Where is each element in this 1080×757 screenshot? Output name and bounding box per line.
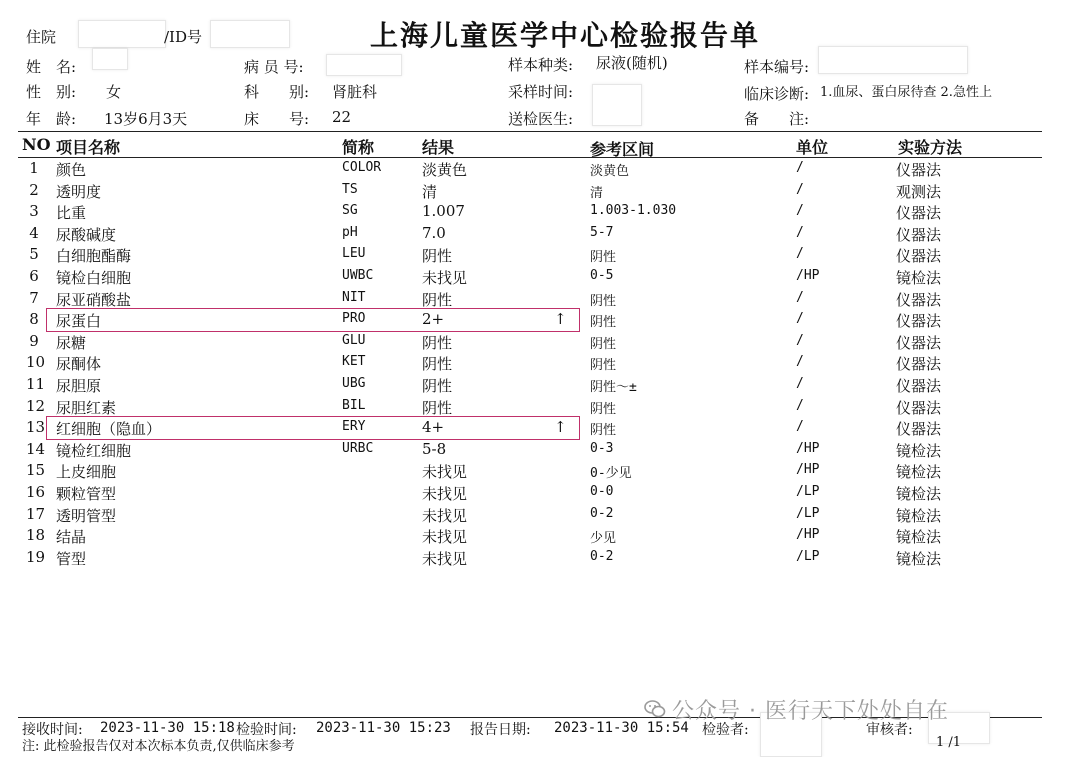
cell-item: 尿蛋白 — [56, 312, 102, 331]
cell-item: 尿糖 — [56, 333, 87, 352]
cell-method: 镜检法 — [896, 441, 942, 460]
cell-item: 透明度 — [56, 182, 102, 201]
cell-no: 8 — [29, 310, 39, 329]
cell-unit: /HP — [796, 440, 820, 456]
cell-unit: / — [796, 376, 804, 391]
cell-method: 仪器法 — [896, 247, 942, 266]
cell-unit: / — [796, 160, 804, 175]
cell-item: 尿胆红素 — [56, 398, 117, 417]
cell-no: 12 — [26, 396, 46, 415]
cell-unit: /HP — [796, 268, 820, 283]
gender-label: 性 别: — [26, 83, 77, 101]
cell-no: 15 — [26, 461, 46, 480]
cell-item: 白细胞酯酶 — [56, 247, 132, 266]
reviewer-label: 审核者: — [866, 722, 913, 738]
cell-unit: /LP — [796, 484, 820, 499]
cell-ref: 少见 — [590, 531, 617, 547]
cell-result: 1.007 — [422, 202, 465, 221]
table-top-rule — [18, 131, 1042, 132]
cell-method: 镜检法 — [896, 528, 942, 547]
cell-result: 阴性 — [422, 398, 453, 417]
cell-abbr: TS — [342, 181, 358, 197]
cell-ref: 0-5 — [590, 268, 614, 283]
cell-item: 管型 — [56, 549, 87, 568]
bed-label: 床 号: — [244, 110, 310, 128]
cell-result: 清 — [422, 182, 438, 201]
tester-label: 检验者: — [702, 722, 749, 738]
cell-no: 9 — [29, 331, 39, 350]
report-value: 2023-11-30 15:54 — [554, 720, 689, 736]
cell-method: 仪器法 — [896, 398, 942, 417]
page-number: 1 /1 — [936, 735, 962, 750]
cell-abbr: URBC — [342, 440, 374, 456]
sample-type-label: 样本种类: — [508, 56, 574, 74]
cell-no: 3 — [29, 202, 39, 221]
cell-abbr: BIL — [342, 397, 366, 413]
cell-unit: / — [796, 181, 804, 197]
cell-no: 4 — [29, 223, 39, 242]
col-item: 项目名称 — [56, 138, 121, 157]
wechat-icon — [644, 700, 666, 718]
age-value: 13岁6月3天 — [104, 110, 188, 128]
abnormal-flag-icon: ↑ — [554, 418, 567, 437]
cell-method: 仪器法 — [896, 355, 942, 374]
redacted-name — [92, 48, 128, 70]
cell-ref: 阴性 — [590, 401, 617, 417]
cell-result: 未找见 — [422, 269, 468, 287]
cell-abbr: LEU — [342, 246, 366, 262]
cell-unit: / — [796, 397, 804, 413]
cell-ref: 阴性 — [590, 336, 617, 352]
cell-result: 5-8 — [422, 439, 447, 458]
cell-no: 19 — [26, 547, 46, 566]
cell-abbr: ERY — [342, 419, 366, 435]
cell-ref: 0-少见 — [590, 466, 632, 482]
cell-abbr: GLU — [342, 332, 366, 348]
cell-ref: 0-2 — [590, 505, 614, 521]
col-result: 结果 — [422, 138, 455, 157]
cell-ref: 阴性 — [590, 315, 617, 331]
dept-label: 科 别: — [244, 83, 310, 101]
cell-method: 镜检法 — [896, 549, 942, 568]
redacted-inpatient-no — [78, 20, 166, 48]
cell-unit: / — [796, 224, 804, 240]
cell-result: 淡黄色 — [422, 161, 468, 179]
remark-label: 备 注: — [744, 110, 810, 128]
cell-method: 仪器法 — [896, 312, 942, 331]
cell-method: 仪器法 — [896, 225, 942, 244]
cell-result: 7.0 — [422, 223, 446, 242]
cell-abbr: UBG — [342, 376, 366, 391]
cell-item: 尿酮体 — [56, 355, 102, 374]
cell-item: 颗粒管型 — [56, 485, 117, 503]
cell-no: 11 — [26, 375, 46, 393]
abnormal-row-highlight — [46, 308, 580, 332]
cell-abbr: KET — [342, 354, 366, 370]
cell-unit: /LP — [796, 548, 820, 564]
cell-item: 比重 — [56, 204, 87, 223]
cell-no: 2 — [29, 180, 39, 199]
cell-item: 红细胞（隐血） — [56, 420, 162, 439]
cell-unit: / — [796, 246, 804, 262]
cell-result: 4+ — [422, 418, 445, 437]
col-unit: 单位 — [796, 138, 829, 157]
dept-value: 肾脏科 — [332, 83, 378, 101]
table-header-rule — [18, 157, 1042, 158]
cell-item: 颜色 — [56, 161, 87, 179]
cell-item: 镜检红细胞 — [56, 441, 132, 460]
report-label: 报告日期: — [470, 722, 531, 738]
cell-abbr: PRO — [342, 311, 366, 327]
cell-ref: 阴性 — [590, 423, 617, 439]
cell-abbr: pH — [342, 224, 358, 240]
name-label: 姓 名: — [26, 58, 77, 76]
cell-ref: 0-2 — [590, 548, 614, 564]
cell-ref: 阴性～± — [590, 380, 637, 395]
cell-method: 仪器法 — [896, 377, 942, 395]
receive-label: 接收时间: — [22, 722, 83, 738]
cell-result: 阴性 — [422, 247, 453, 266]
cell-unit: /HP — [796, 527, 820, 543]
inpatient-label: 住院 — [26, 28, 57, 46]
cell-method: 仪器法 — [896, 161, 942, 179]
cell-unit: / — [796, 419, 804, 435]
test-value: 2023-11-30 15:23 — [316, 720, 451, 736]
cell-result: 未找见 — [422, 463, 468, 482]
col-abbr: 简称 — [342, 138, 375, 157]
cell-result: 阴性 — [422, 377, 453, 395]
gender-value: 女 — [106, 83, 122, 101]
cell-ref: 0-0 — [590, 484, 614, 499]
cell-result: 未找见 — [422, 506, 468, 525]
cell-no: 14 — [26, 439, 46, 458]
cell-no: 18 — [26, 526, 46, 545]
cell-abbr: NIT — [342, 289, 366, 305]
sample-no-label: 样本编号: — [744, 58, 810, 76]
cell-method: 仪器法 — [896, 333, 942, 352]
cell-no: 1 — [29, 159, 39, 177]
cell-result: 未找见 — [422, 485, 468, 503]
cell-no: 5 — [29, 245, 39, 264]
redacted-sample-no — [818, 46, 968, 74]
cell-method: 仪器法 — [896, 420, 942, 439]
patient-no-label: 病 员 号: — [244, 58, 304, 76]
cell-ref: 淡黄色 — [590, 164, 630, 179]
disclaimer-note: 注: 此检验报告仅对本次标本负责,仅供临床参考 — [22, 739, 295, 754]
report-title: 上海儿童医学中心检验报告单 — [370, 19, 761, 52]
doctor-label: 送检医生: — [508, 110, 574, 128]
test-label: 检验时间: — [236, 722, 297, 738]
cell-result: 2+ — [422, 310, 445, 329]
cell-method: 镜检法 — [896, 463, 942, 482]
cell-ref: 阴性 — [590, 358, 617, 374]
cell-unit: / — [796, 289, 804, 305]
cell-result: 未找见 — [422, 549, 468, 568]
cell-result: 阴性 — [422, 333, 453, 352]
cell-ref: 0-3 — [590, 440, 614, 456]
cell-unit: /LP — [796, 505, 820, 521]
cell-result: 阴性 — [422, 355, 453, 374]
abnormal-row-highlight — [46, 416, 580, 440]
diagnosis-value: 1.血尿、蛋白尿待查 2.急性上 — [820, 85, 992, 100]
cell-method: 镜检法 — [896, 485, 942, 503]
cell-unit: / — [796, 354, 804, 370]
abnormal-flag-icon: ↑ — [554, 310, 567, 329]
cell-no: 6 — [29, 267, 39, 285]
col-no: NO — [22, 135, 51, 154]
cell-result: 阴性 — [422, 290, 453, 309]
cell-ref: 阴性 — [590, 293, 617, 309]
redacted-id — [210, 20, 290, 48]
cell-item: 尿酸碱度 — [56, 225, 117, 244]
id-label: /ID号 — [164, 28, 203, 46]
cell-no: 7 — [29, 288, 39, 307]
cell-method: 观测法 — [896, 182, 942, 201]
cell-item: 透明管型 — [56, 506, 117, 525]
cell-unit: / — [796, 311, 804, 327]
watermark-text: 公众号 · 医行天下处处自在 — [672, 699, 949, 724]
col-method: 实验方法 — [898, 138, 963, 157]
cell-method: 镜检法 — [896, 506, 942, 525]
cell-no: 17 — [26, 504, 46, 523]
cell-no: 13 — [26, 418, 46, 437]
cell-ref: 阴性 — [590, 250, 617, 266]
cell-item: 上皮细胞 — [56, 463, 117, 482]
cell-item: 尿胆原 — [56, 377, 102, 395]
cell-item: 尿亚硝酸盐 — [56, 290, 132, 309]
cell-unit: /HP — [796, 462, 820, 478]
cell-unit: / — [796, 332, 804, 348]
cell-abbr: SG — [342, 203, 358, 219]
cell-method: 镜检法 — [896, 269, 942, 287]
receive-value: 2023-11-30 15:18 — [100, 720, 235, 736]
collect-time-label: 采样时间: — [508, 83, 574, 101]
diagnosis-label: 临床诊断: — [744, 85, 810, 103]
cell-no: 10 — [26, 353, 46, 372]
cell-method: 仪器法 — [896, 204, 942, 223]
cell-ref: 1.003-1.030 — [590, 203, 677, 219]
bed-value: 22 — [332, 108, 352, 126]
cell-method: 仪器法 — [896, 290, 942, 309]
redacted-collect-time — [592, 84, 642, 126]
cell-result: 未找见 — [422, 528, 468, 547]
cell-item: 结晶 — [56, 528, 87, 547]
redacted-patient-no — [326, 54, 402, 76]
cell-no: 16 — [26, 483, 46, 501]
cell-ref: 5-7 — [590, 224, 614, 240]
cell-abbr: UWBC — [342, 268, 374, 283]
cell-unit: / — [796, 203, 804, 219]
age-label: 年 龄: — [26, 110, 77, 128]
sample-type-value: 尿液(随机) — [596, 54, 668, 72]
col-ref: 参考区间 — [590, 140, 655, 159]
cell-abbr: COLOR — [342, 160, 382, 175]
cell-item: 镜检白细胞 — [56, 269, 132, 287]
cell-ref: 清 — [590, 185, 604, 201]
